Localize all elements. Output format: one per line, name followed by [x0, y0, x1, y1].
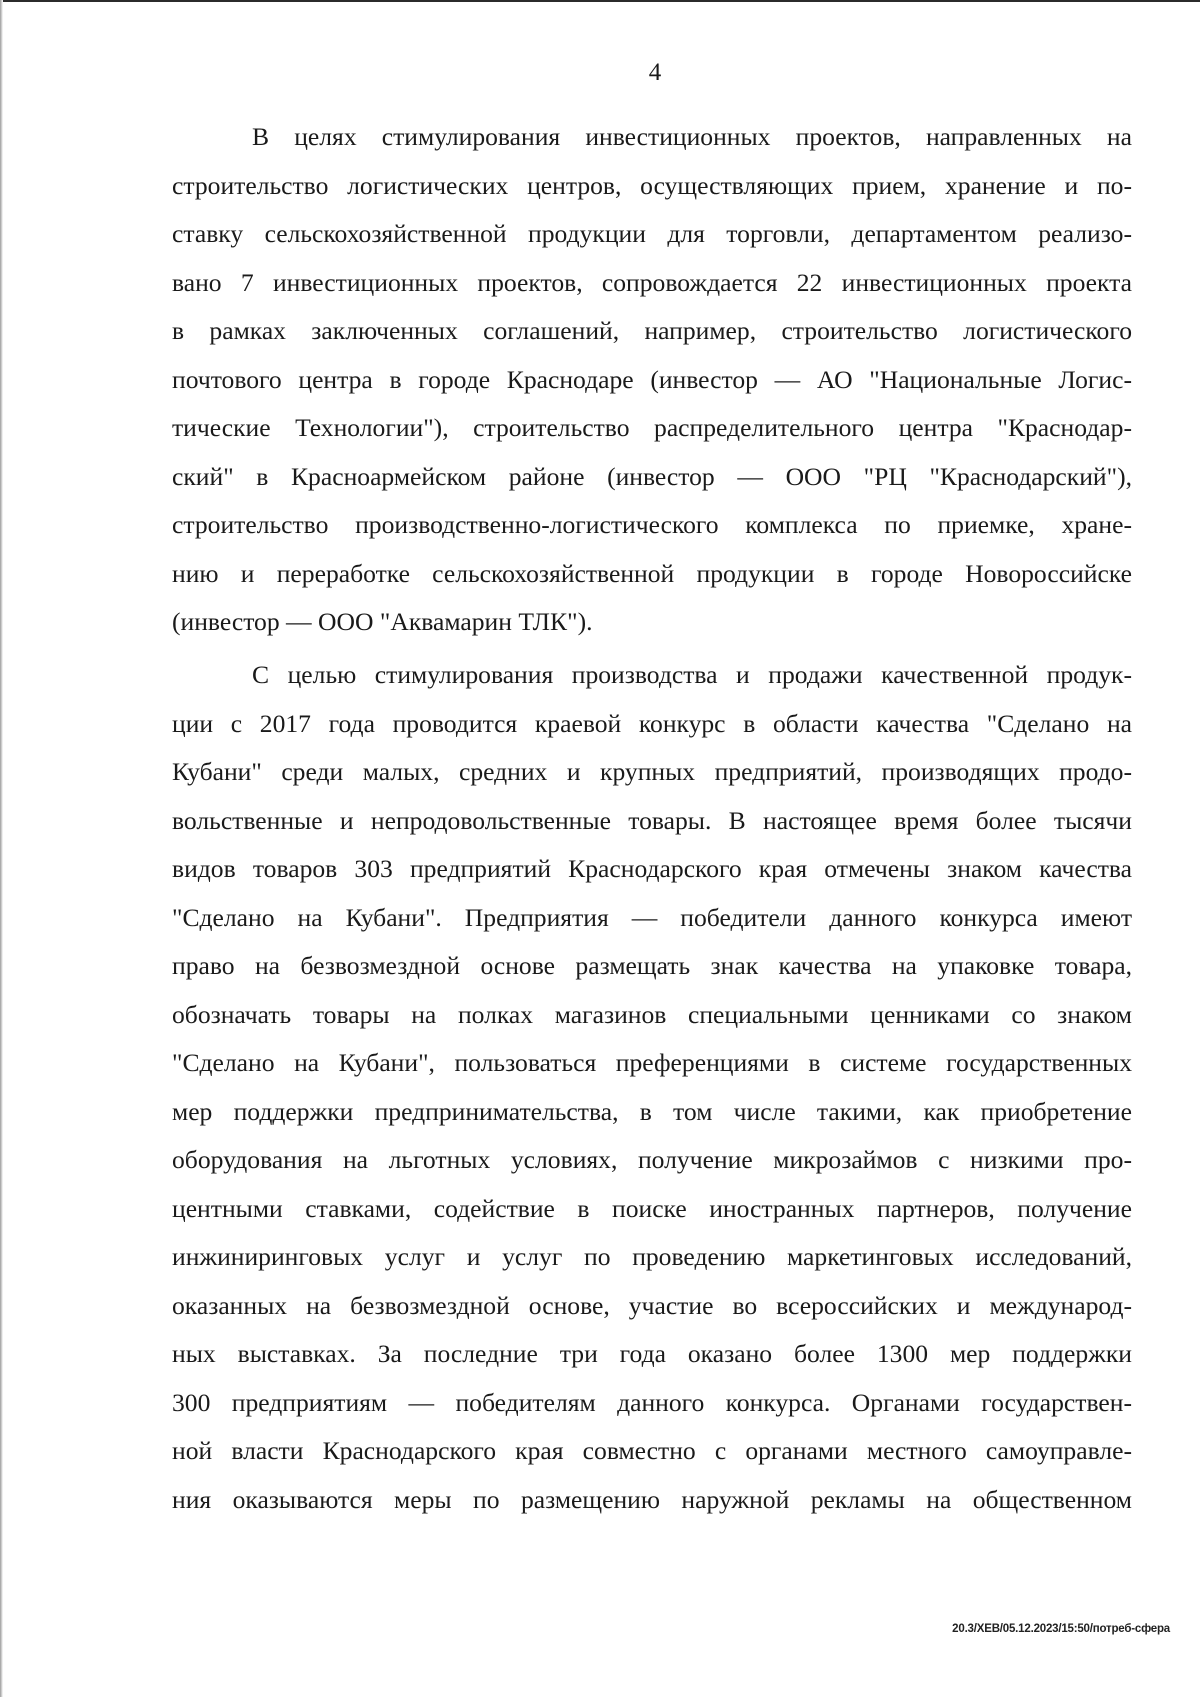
paragraph-line: строительство производственно-логистического комплекса по приемке, хране- [172, 510, 1132, 539]
paragraph-line: "Сделано на Кубани", пользоваться преференциями в системе государственных [172, 1048, 1132, 1077]
paragraph-line: инжиниринговых услуг и услуг по проведению маркетинговых исследований, [172, 1242, 1132, 1271]
paragraph-line: обозначать товары на полках магазинов специальными ценниками со знаком [172, 999, 1132, 1029]
paragraph-line: ции с 2017 года проводится краевой конкурс в области качества "Сделано на [172, 708, 1132, 738]
page-top-edge [0, 0, 1200, 2]
paragraph-made-in-kuban-contest [172, 651, 1132, 1524]
paragraph-line: тические Технологии"), строительство распределительного центра "Краснодар- [172, 413, 1132, 442]
paragraph-line: С целью стимулирования производства и продажи качественной продук- [252, 660, 1132, 689]
paragraph-line: почтового центра в городе Краснодаре (инвестор — АО "Национальные Логис- [172, 364, 1132, 394]
paragraph-line: вольственные и непродовольственные товары. В настоящее время более тысячи [172, 805, 1132, 835]
paragraph-logistics-centers [172, 113, 1132, 647]
paragraph-line: право на безвозмездной основе размещать знак качества на упаковке товара, [172, 951, 1132, 980]
paragraph-line: нию и переработке сельскохозяйственной продукции в городе Новороссийске [172, 558, 1132, 588]
paragraph-line: мер поддержки предпринимательства, в том числе такими, как приобретение [172, 1096, 1132, 1126]
paragraph-line: ных выставках. За последние три года оказано более 1300 мер поддержки [172, 1339, 1132, 1368]
paragraph-line: оборудования на льготных условиях, получение микрозаймов с низкими про- [172, 1145, 1132, 1174]
paragraph-line: В целях стимулирования инвестиционных проектов, направленных на [252, 122, 1132, 151]
paragraph-line: строительство логистических центров, осуществляющих прием, хранение и по- [172, 170, 1132, 200]
paragraph-line: оказанных на безвозмездной основе, участие во всероссийских и международ- [172, 1290, 1132, 1320]
paragraph-line: ния оказываются меры по размещению наружной рекламы на общественном [172, 1484, 1132, 1514]
paragraph-line: Кубани" среди малых, средних и крупных предприятий, производящих продо- [172, 757, 1132, 786]
paragraph-line: 300 предприятиям — победителям данного конкурса. Органами государствен- [172, 1387, 1132, 1417]
scan-left-shadow [0, 0, 3, 1697]
paragraph-line: (инвестор — ООО "Аквамарин ТЛК"). [172, 607, 593, 636]
document-registration-code: 20.3/ХЕВ/05.12.2023/15:50/потреб-сфера [952, 1623, 1170, 1635]
paragraph-line: ставку сельскохозяйственной продукции для торговли, департаментом реализо- [172, 219, 1132, 248]
paragraph-line: ский" в Красноармейском районе (инвестор — ООО "РЦ "Краснодарский"), [172, 461, 1132, 491]
paragraph-line: в рамках заключенных соглашений, например, строительство логистического [172, 316, 1132, 345]
paragraph-line: центными ставками, содействие в поиске иностранных партнеров, получение [172, 1193, 1132, 1223]
paragraph-line: ной власти Краснодарского края совместно с органами местного самоуправле- [172, 1436, 1132, 1465]
paragraph-line: видов товаров 303 предприятий Краснодарского края отмечены знаком качества [172, 854, 1132, 883]
paragraph-line: "Сделано на Кубани". Предприятия — победители данного конкурса имеют [172, 902, 1132, 932]
paragraph-line: вано 7 инвестиционных проектов, сопровождается 22 инвестиционных проекта [172, 267, 1132, 297]
page-number: 4 [648, 59, 662, 86]
